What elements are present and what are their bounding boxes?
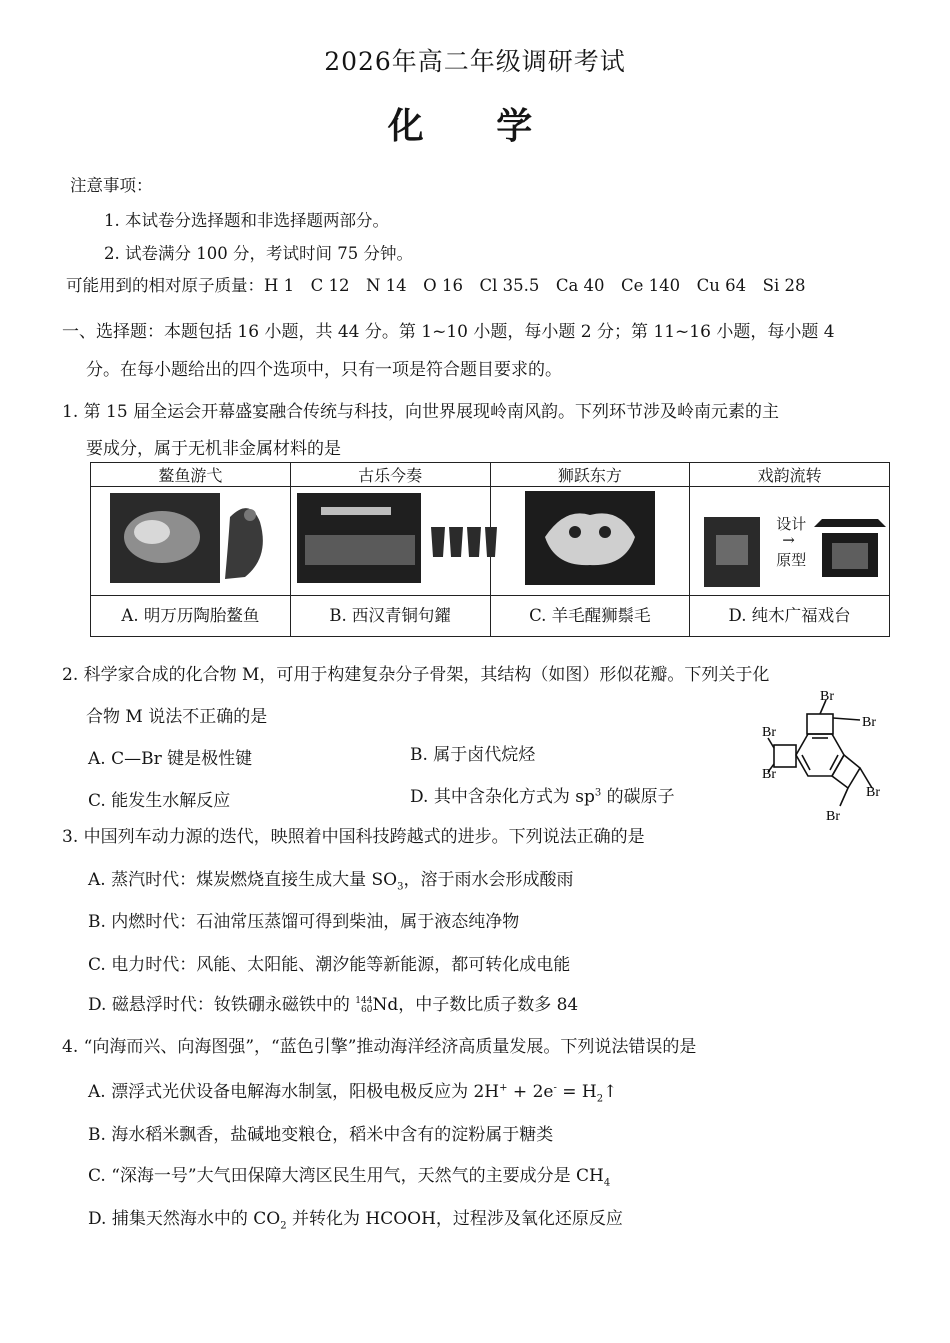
q4-option-a[interactable]	[88, 1077, 617, 1104]
q2-stem-line1: 2. 科学家合成的化合物 M，可用于构建复杂分子骨架，其结构（如图）形似花瓣。下列关于化	[62, 665, 770, 685]
q1-caption-a: 鳌鱼游弋	[91, 463, 291, 487]
q4-option-b[interactable]: B. 海水稻米飘香，盐碱地变粮仓，稻米中含有的淀粉属于糖类	[88, 1125, 554, 1145]
q1-stem-line2: 要成分，属于无机非金属材料的是	[86, 439, 341, 459]
section1-intro-line1: 一、选择题：本题包括 16 小题，共 44 分。第 1~10 小题，每小题 2 分；第 11~16 小题，每小题 4	[62, 322, 835, 342]
br-label-top: Br	[820, 689, 834, 704]
q4-option-c-pre: C. “深海一号”大气田保障大湾区民生用气，天然气的主要成分是 CH	[88, 1166, 604, 1186]
q3-option-a-post: ，溶于雨水会形成酸雨	[403, 870, 574, 890]
design-label: 设计	[776, 515, 807, 533]
exam-title: 2026年高二年级调研考试	[324, 47, 626, 76]
q2-option-a[interactable]: A. C—Br 键是极性键	[88, 749, 253, 769]
br-label-left-bottom: Br	[762, 767, 776, 782]
nd-mass-number: 144	[355, 995, 373, 1006]
q2-stem-line2: 合物 M 说法不正确的是	[86, 707, 268, 727]
q1-image-b	[290, 487, 490, 596]
q2-option-d-sup: 3	[594, 787, 602, 799]
q1-caption-d: 戏韵流转	[690, 463, 890, 487]
q1-image-a	[91, 487, 291, 596]
q1-option-c[interactable]: C. 羊毛醒狮鬃毛	[490, 596, 690, 637]
arrow-icon: →	[782, 531, 795, 549]
q1-image-d	[690, 487, 890, 596]
q4-option-d-sub: 2	[280, 1220, 287, 1232]
nd-symbol: Nd	[372, 995, 399, 1015]
q1-option-d[interactable]: D. 纯木广福戏台	[690, 596, 890, 637]
nd-atomic-number: 60	[360, 1004, 373, 1015]
q3-option-c[interactable]: C. 电力时代：风能、太阳能、潮汐能等新能源，都可转化成电能	[88, 955, 571, 975]
br-label-bottom: Br	[826, 809, 840, 824]
br-label-right-bottom: Br	[866, 785, 880, 800]
q1-options-table	[90, 462, 890, 637]
q4-option-a-pre: A. 漂浮式光伏设备电解海水制氢，阳极电极反应为 2H	[88, 1082, 500, 1102]
notice-item-2: 2. 试卷满分 100 分，考试时间 75 分钟。	[104, 244, 413, 263]
br-label-right-top: Br	[862, 715, 876, 730]
q1-caption-c: 狮跃东方	[490, 463, 690, 487]
q3-option-d-post: ，中子数比质子数多 84	[398, 995, 579, 1015]
q1-stem-line1: 1. 第 15 届全运会开幕盛宴融合传统与科技，向世界展现岭南风韵。下列环节涉及岭南元素的主	[62, 402, 780, 422]
section1-intro-line2: 分。在每小题给出的四个选项中，只有一项是符合题目要求的。	[86, 360, 562, 380]
q4-stem: 4. “向海而兴、向海图强”，“蓝色引擎”推动海洋经济高质量发展。下列说法错误的是	[62, 1037, 697, 1057]
q3-option-a[interactable]	[88, 865, 573, 892]
q1-option-a[interactable]: A. 明万历陶胎鳌鱼	[91, 596, 291, 637]
notice-heading: 注意事项：	[70, 176, 153, 195]
q2-option-d-post: 的碳原子	[601, 787, 675, 807]
br-label-left-top: Br	[762, 725, 776, 740]
q2-option-c[interactable]: C. 能发生水解反应	[88, 791, 231, 811]
q3-option-d-pre: D. 磁悬浮时代：钕铁硼永磁铁中的	[88, 995, 356, 1015]
subject-title: 化 学	[387, 105, 563, 147]
q4-option-d-pre: D. 捕集天然海水中的 CO	[88, 1209, 281, 1229]
q4-option-c-sub: 4	[603, 1177, 611, 1189]
q4-option-c[interactable]	[88, 1161, 610, 1188]
atomic-masses: 可能用到的相对原子质量：H 1 C 12 N 14 O 16 Cl 35.5 Ca 40 Ce 140 Cu 64 Si 28	[66, 276, 806, 295]
compound-m-structure	[760, 688, 890, 826]
ceramic-fish-photo	[100, 487, 280, 591]
q3-stem: 3. 中国列车动力源的迭代，映照着中国科技跨越式的进步。下列说法正确的是	[62, 827, 645, 847]
lion-dance-photo	[495, 487, 685, 591]
q2-option-d-pre: D. 其中含杂化方式为 sp	[410, 787, 595, 807]
q2-option-b[interactable]: B. 属于卤代烷烃	[410, 745, 536, 765]
q4-option-a-sup1: +	[499, 1082, 508, 1094]
q4-option-a-sup2: -	[553, 1082, 557, 1094]
q4-option-d-post: 并转化为 HCOOH，过程涉及氧化还原反应	[286, 1209, 623, 1229]
q4-option-a-post: ↑	[603, 1082, 618, 1102]
q1-image-c	[490, 487, 690, 596]
q3-option-a-sub: 3	[397, 881, 404, 893]
prototype-label: 原型	[776, 551, 807, 569]
notice-item-1: 1. 本试卷分选择题和非选择题两部分。	[104, 211, 389, 230]
q3-option-d[interactable]	[88, 990, 578, 1015]
bronze-bells-photo	[291, 487, 501, 591]
nd-nuclide-numbers	[355, 997, 372, 1015]
q4-option-a-mid: + 2e	[507, 1082, 554, 1102]
q1-option-b[interactable]: B. 西汉青铜句鑃	[290, 596, 490, 637]
q1-caption-b: 古乐今奏	[290, 463, 490, 487]
q4-option-d[interactable]	[88, 1204, 623, 1231]
q3-option-b[interactable]: B. 内燃时代：石油常压蒸馏可得到柴油，属于液态纯净物	[88, 912, 520, 932]
q2-option-d[interactable]	[410, 782, 675, 807]
q4-option-a-mid2: = H	[556, 1082, 597, 1102]
q3-option-a-pre: A. 蒸汽时代：煤炭燃烧直接生成大量 SO	[88, 870, 398, 890]
q4-option-a-sub: 2	[596, 1093, 604, 1105]
